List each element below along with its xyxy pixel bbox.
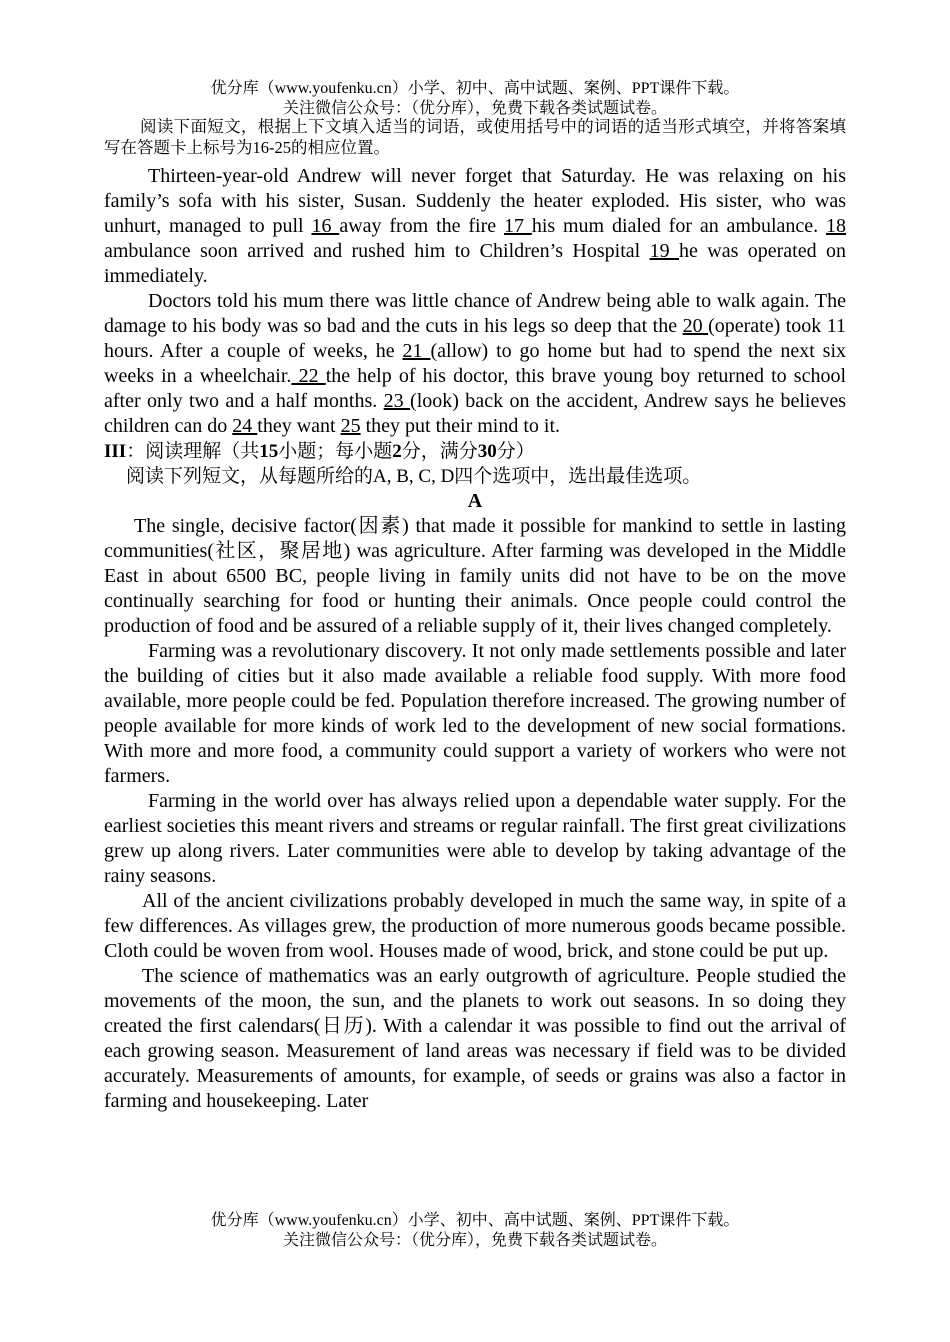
- footer-line-2: 关注微信公众号：（优分库），免费下载各类试题试卷。: [282, 1232, 667, 1249]
- blank-21: 21: [402, 340, 431, 362]
- cloze-text: Thirteen-year-old Andrew will never forget that Saturday. He was relaxing on his family’s sofa with his sister, Susan. Suddenly the heater exploded. His sister, who was unhurt, managed to pull: [104, 165, 846, 237]
- section-heading-number: 2: [392, 441, 402, 462]
- blank-19: 19: [649, 240, 679, 262]
- cloze-text: they want: [257, 415, 341, 437]
- cloze-text: his mum dialed for an ambulance.: [531, 215, 827, 237]
- section-heading-text: 分）: [496, 441, 535, 462]
- section-heading-text: 小题；每小题: [278, 441, 393, 462]
- section-heading-text: ：阅读理解（共: [126, 441, 260, 462]
- cloze-text: Doctors told his mum there was little chance of Andrew being able to walk again. The damage to his body was so bad and the cuts in his legs so deep that the: [104, 290, 846, 337]
- section-heading-text: 分，满分: [401, 441, 478, 462]
- footer-line-1: 优分库（www.youfenku.cn）小学、初中、高中试题、案例、PPT课件下载。: [210, 1212, 740, 1229]
- header-line-1: 优分库（www.youfenku.cn）小学、初中、高中试题、案例、PPT课件下载。: [210, 80, 740, 97]
- section-number: III: [104, 441, 127, 462]
- cloze-text: the help of his doctor, this brave young boy returned to school after only two and a half months.: [104, 365, 847, 412]
- section-heading: [104, 439, 846, 464]
- passage-paragraph-5: The science of mathematics was an early outgrowth of agriculture. People studied the movements of the moon, the sun, and the planets to work out seasons. In so doing they created the first calendars(日历). With a calendar it was possible to find out the arrival of each growing season. Measurement of land areas was necessary if field was to be divided accurately. Measurements of amounts, for example, of seeds or grains was also a factor in farming and housekeeping. Later: [104, 965, 846, 1112]
- passage-paragraph-1: The single, decisive factor(因素) that made it possible for mankind to settle in lasting communities(社区，聚居地) was agriculture. After farming was developed in the Middle East in about 6500 BC, people living in family units did not have to be on the move continually searching for food or hunting their animals. Once people could control the production of food and be assured of a reliable supply of it, their lives changed completely.: [104, 515, 846, 637]
- cloze-text: ambulance soon arrived and rushed him to Children’s Hospital: [104, 240, 650, 262]
- section-heading-number: 15: [259, 441, 279, 462]
- cloze-paragraph-2: [104, 289, 846, 439]
- cloze-instruction: 阅读下面短文，根据上下文填入适当的词语，或使用括号中的词语的适当形式填空，并将答案填写在答题卡上标号为16-25的相应位置。: [104, 117, 846, 157]
- cloze-text: (operate) took 11 hours. After a couple of weeks, he: [104, 315, 847, 362]
- passage-paragraph-4: All of the ancient civilizations probably developed in much the same way, in spite of a few differences. As villages grew, the production of more numerous goods became possible. Cloth could be woven from wool. Houses made of wood, brick, and stone could be put up.: [104, 890, 846, 962]
- blank-24: 24: [232, 415, 258, 437]
- cloze-text: (look) back on the accident, Andrew says he believes children can do: [104, 390, 847, 437]
- blank-16: 16: [311, 215, 340, 237]
- blank-22: 22: [291, 365, 326, 387]
- header-line-2: 关注微信公众号：（优分库），免费下载各类试题试卷。: [282, 100, 667, 117]
- cloze-text: he was operated on immediately.: [104, 240, 847, 287]
- blank-23: 23: [383, 390, 411, 412]
- passage-label: A: [467, 490, 483, 512]
- reading-instruction: 阅读下列短文，从每题所给的A, B, C, D四个选项中，选出最佳选项。: [126, 466, 702, 487]
- main-content: [104, 116, 846, 1114]
- cloze-text: away from the fire: [339, 215, 504, 237]
- blank-25: 25: [340, 415, 361, 437]
- passage-paragraph-3: Farming in the world over has always relied upon a dependable water supply. For the earliest societies this meant rivers and streams or regular rainfall. The first great civilizations grew up along rivers. Later communities were able to develop by taking advantage of the rainy seasons.: [104, 790, 846, 887]
- cloze-text: (allow) to go home but had to spend the next six weeks in a wheelchair.: [104, 340, 847, 387]
- passage-paragraph-2: Farming was a revolutionary discovery. It not only made settlements possible and later the building of cities but it also made available a reliable food supply. With more food available, more people could be fed. Population therefore increased. The growing number of people available for more kinds of work led to the development of new social formations. With more and more food, a community could support a variety of workers who were not farmers.: [104, 640, 846, 787]
- section-heading-number: 30: [477, 441, 497, 462]
- blank-17: 17: [503, 215, 532, 237]
- blank-18: 18: [826, 215, 847, 237]
- blank-20: 20: [682, 315, 709, 337]
- cloze-text: they put their mind to it.: [360, 415, 561, 437]
- cloze-paragraph-1: [104, 164, 846, 289]
